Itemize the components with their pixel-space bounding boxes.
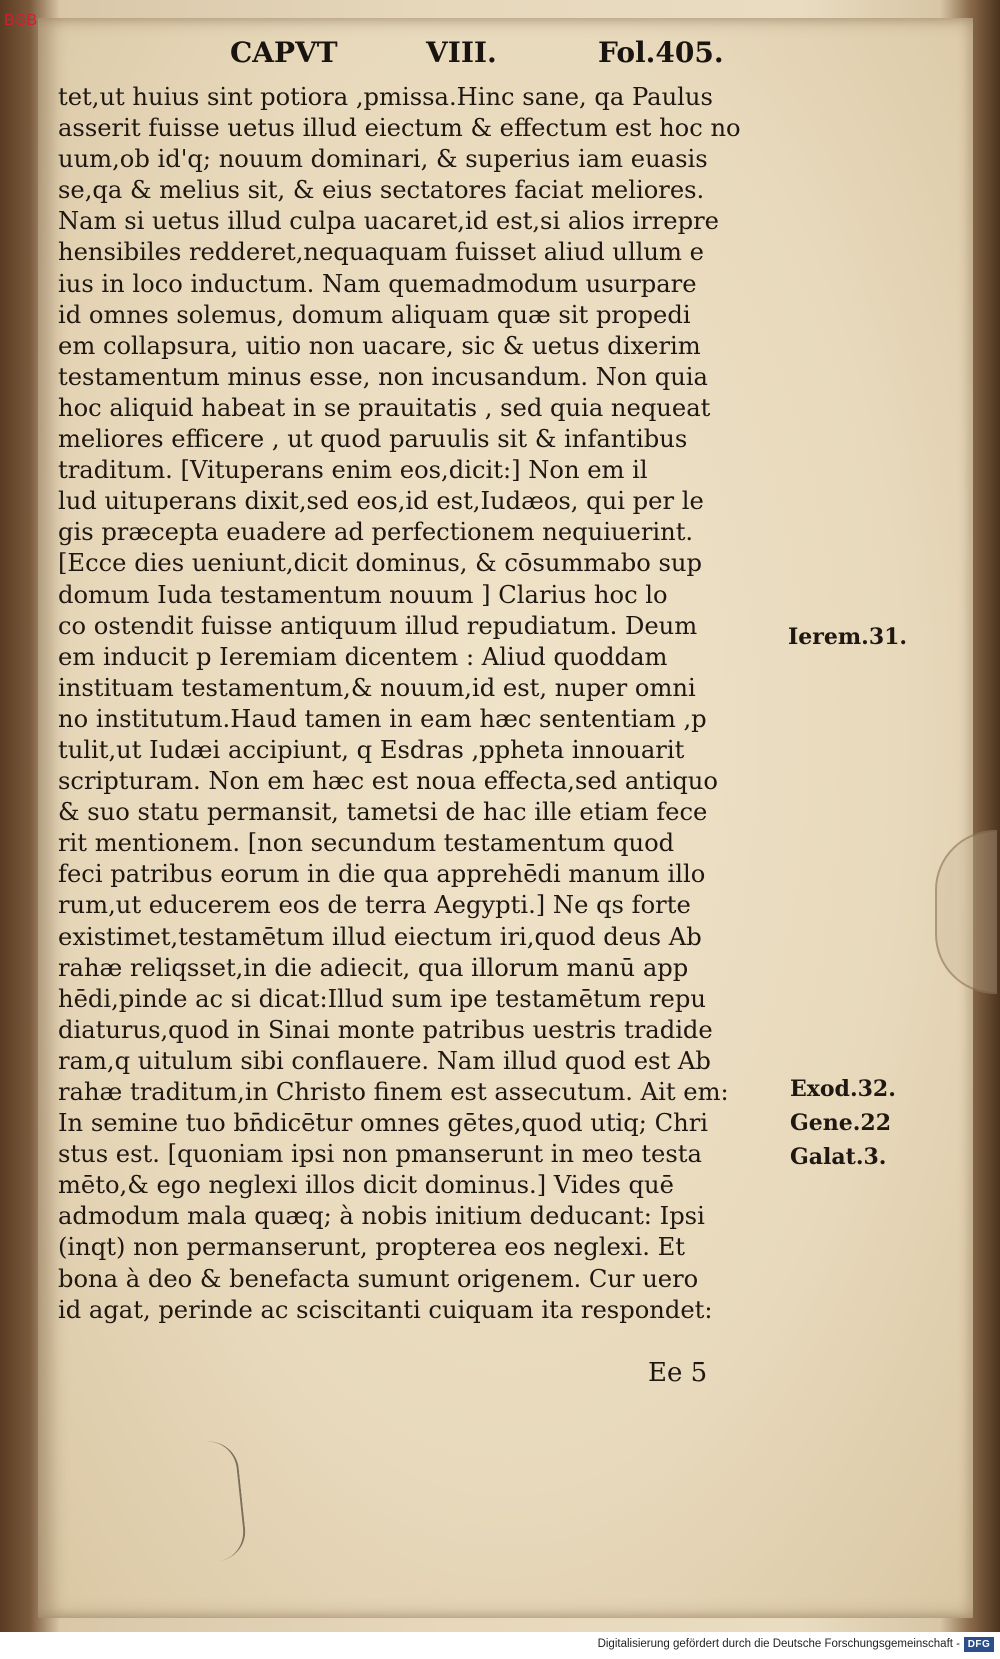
text-line: lud uituperans dixit,sed eos,id est,Iudæos, qui per le: [58, 487, 704, 516]
footer-bar: [0, 1632, 1000, 1659]
text-line: tet,ut huius sint potiora ,pmissa.Hinc sane, qa Paulus: [58, 83, 713, 111]
text-line: traditum. [Vituperans enim eos,dicit:] Non em il: [58, 456, 648, 485]
text-line: ram,q uitulum sibi conflauere. Nam illud quod est Ab: [58, 1046, 711, 1075]
text-line: testamentum minus esse, non incusandum. Non quia: [58, 362, 708, 391]
body-text: [58, 82, 788, 1326]
text-line: tulit,ut Iudæi accipiunt, q Esdras ,ppheta innouarit: [58, 735, 685, 764]
text-line: admodum mala quæq; à nobis initium deducant: Ipsi: [58, 1202, 705, 1231]
text-line: hoc aliquid habeat in se prauitatis , sed quia nequeat: [58, 393, 711, 422]
text-line: In semine tuo bn̄dicētur omnes gētes,quod utiq; Chri: [58, 1109, 708, 1138]
text-line: bona à deo & benefacta sumunt origenem. Cur uero: [58, 1264, 699, 1293]
text-line: co ostendit fuisse antiquum illud repudiatum. Deum: [58, 611, 698, 640]
text-line: ius in loco inductum. Nam quemadmodum usurpare: [58, 269, 697, 298]
text-line: em collapsura, uitio non uacare, sic & uetus dixerim: [58, 331, 701, 360]
signature-mark: Ee 5: [648, 1358, 708, 1388]
text-line: Nam si uetus illud culpa uacaret,id est,si alios irrepre: [58, 207, 719, 236]
running-head-caput: CAPVT: [230, 36, 338, 69]
text-line: & suo statu permansit, tametsi de hac ille etiam fece: [58, 798, 708, 827]
text-line: existimet,testamētum illud eiectum iri,quod deus Ab: [58, 922, 702, 951]
margin-note: Ierem.31.: [788, 624, 908, 650]
text-line: (inqt) non permanserunt, propterea eos neglexi. Et: [58, 1233, 685, 1262]
text-line: diaturus,quod in Sinai monte patribus uestris tradide: [58, 1015, 713, 1044]
text-line: id agat, perinde ac sciscitanti cuiquam ita respondet:: [58, 1295, 713, 1324]
text-line: asserit fuisse uetus illud eiectum & effectum est hoc no: [58, 114, 741, 143]
text-line: scripturam. Non em hæc est noua effecta,sed antiquo: [58, 767, 718, 796]
text-line: rahæ traditum,in Christo finem est assecutum. Ait em:: [58, 1078, 729, 1106]
dfg-logo: DFG: [964, 1637, 994, 1652]
text-line: feci patribus eorum in die qua apprehēdi manum illo: [58, 860, 706, 889]
text-line: hēdi,pinde ac si dicat:Illud sum ipe testamētum repu: [58, 984, 706, 1013]
margin-note: Gene.22: [790, 1110, 892, 1136]
text-line: rum,ut educerem eos de terra Aegypti.] Ne qs forte: [58, 891, 691, 920]
text-line: rahæ reliqsset,in die adiecit, qua illorum manū app: [58, 953, 689, 982]
running-head-chapter: VIII.: [426, 36, 497, 69]
folio-number: Fol.405.: [598, 36, 724, 69]
text-line: domum Iuda testamentum nouum ] Clarius hoc lo: [58, 580, 668, 609]
text-line: uum,ob id'q; nouum dominari, & superius iam euasis: [58, 145, 708, 174]
text-line: id omnes solemus, domum aliquam quæ sit propedi: [58, 300, 691, 329]
margin-note: Exod.32.: [790, 1076, 896, 1102]
text-line: no institutum.Haud tamen in eam hæc sententiam ,p: [58, 704, 707, 733]
text-line: mēto,& ego neglexi illos dicit dominus.] Vides quē: [58, 1171, 674, 1200]
text-line: instituam testamentum,& nouum,id est, nuper omni: [58, 673, 696, 702]
text-line: hensibiles redderet,nequaquam fuisset aliud ullum e: [58, 238, 704, 267]
text-line: stus est. [quoniam ipsi non pmanserunt in meo testa: [58, 1140, 702, 1169]
text-line: meliores efficere , ut quod paruulis sit & infantibus: [58, 425, 688, 454]
text-line: gis præcepta euadere ad perfectionem nequiuerint.: [58, 518, 694, 547]
text-line: se,qa & melius sit, & eius sectatores faciat meliores.: [58, 176, 705, 205]
text-line: em inducit p Ieremiam dicentem : Aliud quoddam: [58, 642, 668, 671]
text-line: rit mentionem. [non secundum testamentum quod: [58, 829, 675, 858]
library-watermark: BSB: [4, 12, 38, 29]
text-line: [Ecce dies ueniunt,dicit dominus, & cōsummabo sup: [58, 549, 702, 578]
margin-note: Galat.3.: [790, 1144, 887, 1170]
funding-credit: Digitalisierung gefördert durch die Deutsche Forschungsgemeinschaft -: [597, 1638, 960, 1650]
page-header: [230, 36, 750, 76]
